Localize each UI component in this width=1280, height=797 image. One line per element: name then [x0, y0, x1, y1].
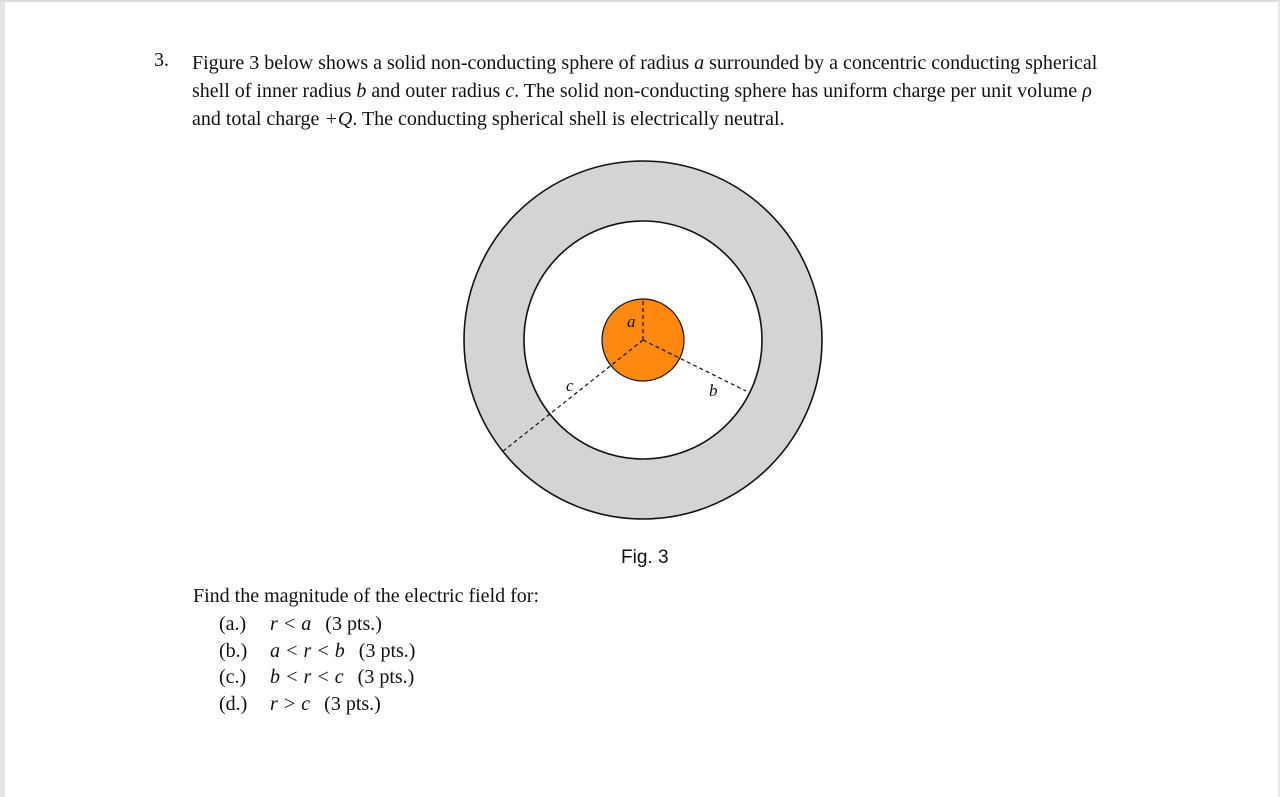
question-part-d [219, 691, 415, 718]
problem-text-segment: . The solid non-conducting sphere has uniform charge per unit volume [514, 80, 1083, 102]
problem-text-segment: and outer radius [366, 80, 506, 102]
problem-line-2 [192, 77, 1172, 105]
problem-number: 3. [154, 49, 169, 71]
problem-text-segment: Figure 3 below shows a solid non-conducting sphere of radius [192, 52, 695, 74]
problem-text-segment: and total charge [192, 108, 325, 130]
part-label: (d.) [219, 692, 248, 715]
question-part-a [219, 611, 415, 638]
part-points: (3 pts.) [325, 613, 382, 635]
question-part-c [219, 664, 415, 691]
label-c: c [566, 376, 574, 395]
radius-b-symbol: b [356, 80, 367, 102]
radius-c-symbol: c [505, 80, 515, 102]
part-label: (c.) [219, 666, 247, 688]
figure-concentric-spheres [455, 152, 835, 532]
part-condition: b < r < c [270, 666, 344, 688]
label-b: b [709, 381, 718, 400]
part-label: (b.) [219, 639, 248, 662]
label-a: a [627, 312, 636, 331]
problem-line-3 [192, 105, 1172, 133]
page-top-border [0, 0, 1280, 2]
charge-q-symbol: +Q [324, 108, 353, 130]
question-parts [219, 611, 415, 717]
part-condition: r < a [270, 613, 312, 635]
problem-line-1 [192, 49, 1172, 77]
question-prompt: Find the magnitude of the electric field for: [193, 585, 539, 607]
problem-text-segment: shell of inner radius [192, 80, 357, 102]
problem-statement [192, 49, 1172, 133]
part-condition: r > c [270, 692, 311, 715]
problem-text-segment: . The conducting spherical shell is electrically neutral. [352, 108, 785, 130]
part-condition: a < r < b [270, 639, 345, 662]
radius-a-symbol: a [694, 52, 705, 74]
rho-symbol: ρ [1082, 80, 1092, 102]
problem-text-segment: surrounded by a concentric conducting spherical [704, 52, 1098, 74]
part-points: (3 pts.) [357, 666, 415, 688]
figure-caption: Fig. 3 [621, 547, 669, 568]
part-points: (3 pts.) [358, 639, 416, 662]
question-part-b [219, 638, 415, 665]
part-label: (a.) [219, 613, 247, 635]
part-points: (3 pts.) [324, 692, 381, 715]
page-left-border [0, 0, 5, 797]
